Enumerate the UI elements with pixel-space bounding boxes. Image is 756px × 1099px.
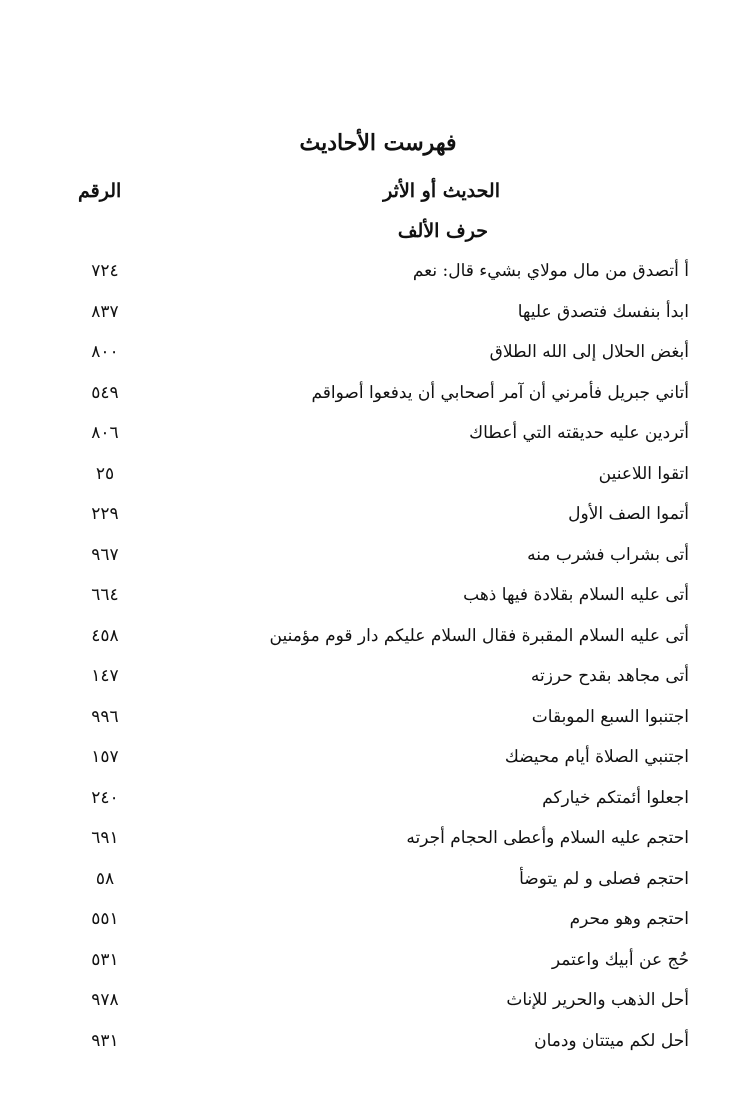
hadith-number: ٩٣١ [91,1030,119,1051]
column-header-hadith: الحديث أو الأثر [383,180,500,202]
hadith-text: اتقوا اللاعنين [598,463,689,484]
hadith-text: احتجم عليه السلام وأعطى الحجام أجرته [406,828,689,848]
hadith-text: اجعلوا أئمتكم خياركم [542,787,689,808]
list-item [0,542,756,583]
list-item [0,704,756,745]
hadith-text: أتى مجاهد بقدح حرزته [530,666,689,686]
list-item [0,906,756,947]
hadith-index-list [0,258,756,1068]
hadith-text: أتى عليه السلام بقلادة فيها ذهب [463,585,689,605]
list-item [0,339,756,380]
list-item [0,623,756,664]
list-item [0,461,756,502]
hadith-text: اجتنبي الصلاة أيام محيضك [504,747,689,767]
hadith-number: ٨٠٠ [91,342,119,362]
list-item [0,744,756,785]
hadith-text: أبغض الحلال إلى الله الطلاق [489,342,689,362]
hadith-number: ٦٦٤ [91,585,119,605]
list-item [0,380,756,421]
list-item [0,663,756,704]
hadith-number: ٩٩٦ [91,706,119,727]
hadith-number: ٥٣١ [91,949,119,970]
hadith-text: أتى بشراب فشرب منه [527,544,689,565]
hadith-text: اجتنبوا السبع الموبقات [531,706,689,727]
hadith-text: أحل الذهب والحرير للإناث [506,990,689,1010]
list-item [0,299,756,340]
list-item [0,825,756,866]
list-item [0,785,756,826]
hadith-text: حُج عن أبيك واعتمر [551,949,689,970]
hadith-number: ٩٧٨ [91,990,119,1010]
hadith-text: أتاني جبريل فأمرني أن آمر أصحابي أن يدفعوا أصواقم [311,382,689,403]
hadith-number: ١٥٧ [91,747,119,767]
hadith-text: احتجم وهو محرم [569,909,689,929]
hadith-number: ٥٨ [95,868,115,889]
hadith-text: أحل لكم ميتتان ودمان [534,1030,689,1051]
hadith-text: احتجم فصلى و لم يتوضأ [519,868,689,889]
hadith-text: ابدأ بنفسك فتصدق عليها [517,301,689,322]
list-item [0,866,756,907]
hadith-number: ٩٦٧ [91,544,119,565]
list-item [0,987,756,1028]
hadith-text: أتموا الصف الأول [568,504,689,524]
hadith-number: ١٤٧ [91,666,119,686]
hadith-text: أتى عليه السلام المقبرة فقال السلام عليكم دار قوم مؤمنين [269,625,689,646]
hadith-number: ٤٥٨ [91,625,119,646]
section-header-alif: حرف الألف [397,220,488,242]
hadith-number: ٨٠٦ [91,423,119,443]
index-title: فهرست الأحاديث [299,130,457,156]
hadith-text: أ أتصدق من مال مولاي بشيء قال: نعم [412,261,689,281]
list-item [0,258,756,299]
list-item [0,947,756,988]
hadith-number: ٢٢٩ [91,504,119,524]
hadith-number: ٦٩١ [91,828,119,848]
list-item [0,420,756,461]
list-item [0,1028,756,1069]
hadith-number: ٨٣٧ [91,301,119,322]
column-header-number: الرقم [78,180,122,202]
list-item [0,582,756,623]
hadith-number: ٥٤٩ [91,382,119,403]
hadith-text: أتردين عليه حديقته التي أعطاك [469,423,689,443]
hadith-number: ٢٥ [95,463,115,484]
hadith-number: ٧٢٤ [91,261,119,281]
hadith-number: ٥٥١ [91,909,119,929]
hadith-number: ٢٤٠ [91,787,119,808]
list-item [0,501,756,542]
